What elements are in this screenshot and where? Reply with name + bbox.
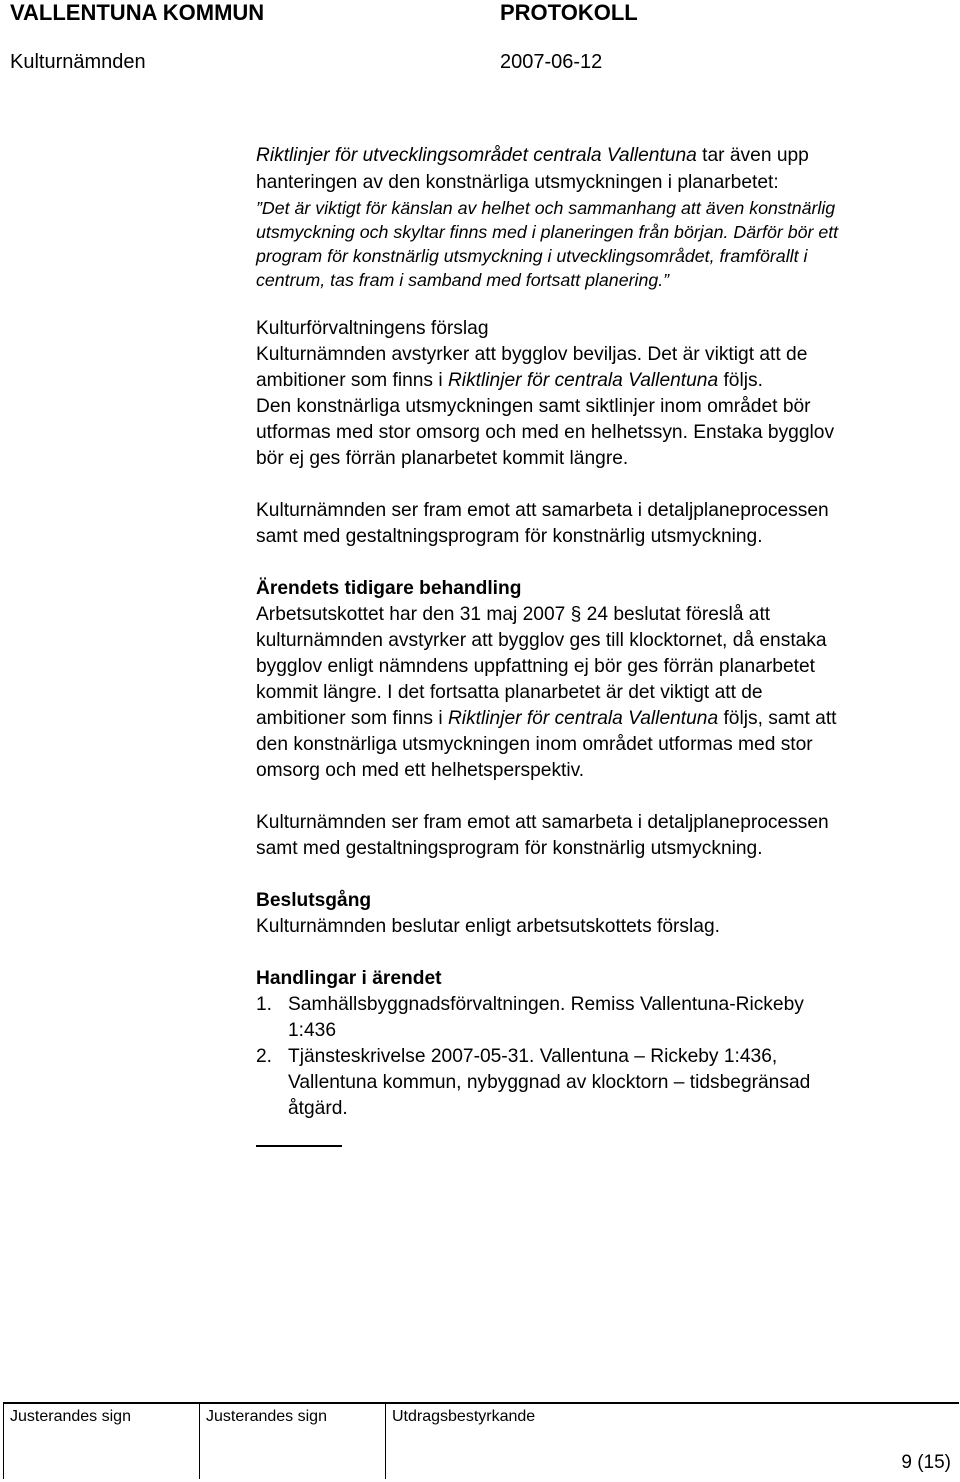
tidigare-line-3: bygglov enligt nämndens uppfattning ej bör ges förrän planarbetet <box>256 656 815 677</box>
quote-line-1: ”Det är viktigt för känslan av helhet och sammanhang att även konstnärlig <box>256 198 836 218</box>
forslag-line-1: Kulturnämnden avstyrker att bygglov beviljas. Det är viktigt att de <box>256 344 808 365</box>
tidigare-line-5 <box>256 706 837 732</box>
forslag-line-5: bör ej ges förrän planarbetet kommit längre. <box>256 448 629 469</box>
sign-label-1: Justerandes sign <box>10 1408 131 1425</box>
tidigare-line-2: kulturnämnden avstyrker att bygglov ges till klocktornet, då enstaka <box>256 630 827 651</box>
forslag-line-2-post: följs. <box>718 370 763 391</box>
forslag-line-2-pre: ambitioner som finns i <box>256 370 448 391</box>
forslag-para2-line-2: samt med gestaltningsprogram för konstnärlig utsmyckning. <box>256 526 763 547</box>
signature-footer <box>3 1402 959 1479</box>
meeting-date: 2007-06-12 <box>500 51 603 73</box>
intro-line-1 <box>256 143 809 169</box>
forslag-line-4: utformas med stor omsorg och med en helhetssyn. Enstaka bygglov <box>256 422 835 443</box>
sign-cell-2 <box>199 1402 380 1479</box>
forslag-para2-line-1: Kulturnämnden ser fram emot att samarbeta i detaljplaneprocessen <box>256 500 829 521</box>
extract-label: Utdragsbestyrkande <box>392 1408 536 1425</box>
tidigare-line-5-post: följs, samt att <box>718 708 837 729</box>
intro-line-2: hanteringen av den konstnärliga utsmyckningen i planarbetet: <box>256 172 779 193</box>
tidigare-line-6: den konstnärliga utsmyckningen inom området utformas med stor <box>256 734 813 755</box>
quote-line-2: utsmyckning och skyltar finns med i planeringen från början. Därför bör ett <box>256 222 839 242</box>
section-heading-beslut: Beslutsgång <box>256 890 372 911</box>
quote-line-3: program för konstnärlig utsmyckning i utvecklingsområdet, framförallt i <box>256 246 808 266</box>
list-item-number: 2. <box>256 1046 273 1067</box>
section-heading-tidigare: Ärendets tidigare behandling <box>256 578 522 599</box>
list-item-line: 1:436 <box>288 1020 337 1041</box>
guideline-title: Riktlinjer för centrala Vallentuna <box>447 370 719 391</box>
tidigare-para2-line-1: Kulturnämnden ser fram emot att samarbeta i detaljplaneprocessen <box>256 812 829 833</box>
tidigare-line-4: kommit längre. I det fortsatta planarbetet är det viktigt att de <box>256 682 763 703</box>
tidigare-line-7: omsorg och med ett helhetsperspektiv. <box>256 760 585 781</box>
section-heading-handlingar: Handlingar i ärendet <box>256 968 442 989</box>
forslag-line-2 <box>256 368 763 394</box>
tidigare-line-5-pre: ambitioner som finns i <box>256 708 448 729</box>
forslag-line-3: Den konstnärliga utsmyckningen samt siktlinjer inom området bör <box>256 396 811 417</box>
list-item-line: Tjänsteskrivelse 2007-05-31. Vallentuna – Rickeby 1:436, <box>288 1046 778 1067</box>
list-item-line: åtgärd. <box>288 1098 348 1119</box>
page-number: 9 (15) <box>901 1452 951 1473</box>
document-type: PROTOKOLL <box>500 0 638 25</box>
tidigare-para2-line-2: samt med gestaltningsprogram för konstnärlig utsmyckning. <box>256 838 763 859</box>
sign-cell-1 <box>3 1402 194 1479</box>
quote-line-4: centrum, tas fram i samband med fortsatt planering.” <box>256 270 670 290</box>
intro-line-1-rest: tar även upp <box>696 145 809 166</box>
list-item-line: Samhällsbyggnadsförvaltningen. Remiss Vallentuna-Rickeby <box>288 994 804 1015</box>
guideline-title: Riktlinjer för centrala Vallentuna <box>447 708 719 729</box>
guideline-title: Riktlinjer för utvecklingsområdet centrala Vallentuna <box>256 145 697 166</box>
sign-label-2: Justerandes sign <box>206 1408 327 1425</box>
beslut-text: Kulturnämnden beslutar enligt arbetsutskottets förslag. <box>256 916 720 937</box>
committee-name: Kulturnämnden <box>10 51 146 73</box>
org-name: VALLENTUNA KOMMUN <box>10 0 265 25</box>
list-item-line: Vallentuna kommun, nybyggnad av klocktorn – tidsbegränsad <box>288 1072 811 1093</box>
end-rule <box>256 1145 342 1147</box>
extract-cell <box>385 1402 960 1479</box>
list-item-number: 1. <box>256 994 273 1015</box>
tidigare-line-1: Arbetsutskottet har den 31 maj 2007 § 24 beslutat föreslå att <box>256 604 771 625</box>
section-heading-forslag: Kulturförvaltningens förslag <box>256 318 489 339</box>
